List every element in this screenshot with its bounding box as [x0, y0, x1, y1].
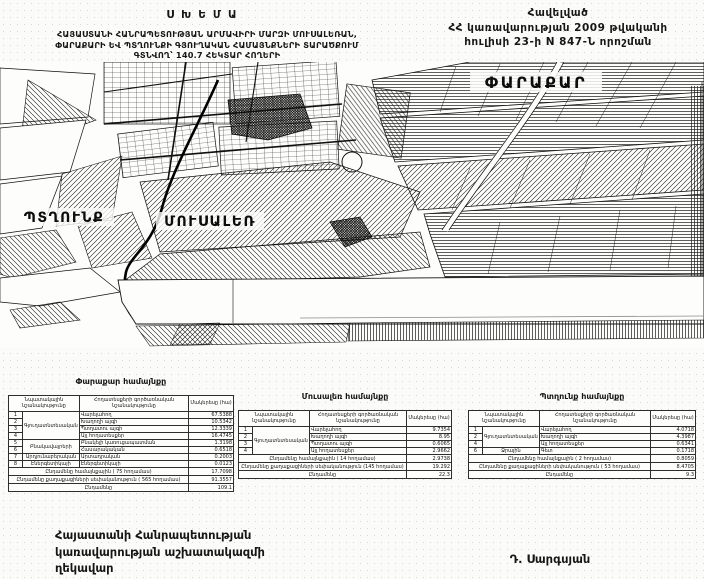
text-line: ՀԱՅԱՍՏԱՆԻ ՀԱՆՐԱՊԵՏՈՒԹՅԱՆ ԱՐՄԱՎԻՐԻ ՄԱՐԶԻ ՄՈՒՍԱԼԵՌԱՆ,: [56, 29, 358, 39]
table-cell: Պտղատու այգի: [309, 441, 406, 448]
table-cell: 0.0123: [189, 461, 234, 468]
table-cell: Ընդամենը քաղաքացիների սեփականություն (145 հողամաս): [239, 463, 407, 471]
table-cell: 4: [239, 448, 253, 455]
map-label-parakar: ՓԱՐԱՔԱՐ: [484, 73, 588, 92]
table-cell: 1.3198: [189, 440, 234, 447]
cadastral-map: [0, 62, 704, 348]
table-cell: 0.6341: [651, 441, 696, 448]
parakar-table: [8, 395, 234, 492]
table-cell: Ընդամենը համայնքային ( 2 հողամաս): [469, 455, 651, 463]
table-row: [9, 412, 234, 419]
parakar-table-block: [8, 377, 234, 492]
table-cell: 0.2003: [189, 454, 234, 461]
page-title: ՍԽԵՄԱ: [166, 9, 244, 21]
table-cell: Նպատակային նշանակությունը: [9, 396, 80, 412]
page-subtitle: [18, 29, 396, 61]
table-cell: Ընդամենը քաղաքացիների սեփականություն ( 565 հողամաս): [9, 476, 189, 484]
parakar-table-title: Փարաքար համայնքը: [75, 377, 167, 386]
table-cell: 17.7098: [189, 468, 234, 476]
table-cell: 1: [9, 412, 23, 419]
table-cell: 10.5342: [189, 419, 234, 426]
table-cell: Գյուղատնտեսական: [23, 412, 80, 440]
summary-row: [469, 471, 696, 479]
text-line: կառավարության աշխատակազմի: [55, 544, 265, 559]
table-cell: Էներգետիկայի: [79, 461, 188, 468]
table-cell: 2: [239, 434, 253, 441]
text-line: ղեկավար: [55, 561, 114, 575]
table-cell: Ընդամենը համայնքային ( 14 հողամաս): [239, 455, 407, 463]
table-cell: Ընդամենը: [469, 471, 651, 479]
table-cell: Խաղողի այգի: [309, 434, 406, 441]
summary-row: [469, 463, 696, 471]
table-row: [9, 461, 234, 468]
table-cell: 5: [9, 440, 23, 447]
table-cell: 6: [9, 447, 23, 454]
musaler-table-block: [238, 392, 452, 479]
table-cell: Վարելահող: [309, 427, 406, 434]
community-table: [468, 410, 696, 479]
table-cell: 4: [469, 441, 483, 448]
table-cell: 22.3: [407, 471, 452, 479]
table-cell: Հողատեսքերի գործառնական նշանակությունը: [79, 396, 188, 412]
summary-row: [9, 468, 234, 476]
map-label-musaler: ՄՈՒՍԱԼԵՌ: [164, 214, 256, 230]
table-cell: 91.3557: [189, 476, 234, 484]
table-cell: 2: [9, 419, 23, 426]
summary-row: [239, 463, 452, 471]
table-row: [469, 448, 696, 455]
table-cell: Ջրային: [483, 448, 540, 455]
table-cell: 9.3: [651, 471, 696, 479]
table-cell: 4.0718: [651, 427, 696, 434]
table-cell: 9.7354: [407, 427, 452, 434]
table-cell: 67.5388: [189, 412, 234, 419]
table-cell: 3: [9, 426, 23, 433]
table-row: [9, 454, 234, 461]
table-cell: Բնակելի կառուցապատման: [79, 440, 188, 447]
table-cell: 0.8059: [651, 455, 696, 463]
summary-row: [239, 471, 452, 479]
summary-row: [469, 455, 696, 463]
table-cell: Վարելահող: [539, 427, 650, 434]
table-cell: 8.95: [407, 434, 452, 441]
table-cell: Ընդամենը: [239, 471, 407, 479]
musaler-table-title: Մուսալեռ համայնքը: [301, 392, 389, 401]
table-cell: 7: [9, 454, 23, 461]
table-cell: 4: [9, 433, 23, 440]
table-cell: 8.4705: [651, 463, 696, 471]
table-cell: 1: [469, 427, 483, 434]
table-cell: 109.1: [189, 484, 234, 492]
table-cell: Էներգետիկայի: [23, 461, 80, 468]
signatory-name: Դ. Սարգսյան: [509, 552, 591, 566]
table-cell: 2.9738: [407, 455, 452, 463]
table-cell: Հողատեսքերի գործառնական նշանակությունը: [309, 411, 406, 427]
table-cell: Ընդամենը համայնքային ( 75 հողամաս): [9, 468, 189, 476]
table-cell: Հողատեսքերի գործառնական նշանակությունը: [539, 411, 650, 427]
table-row: [9, 440, 234, 447]
musaler-table: [238, 410, 452, 479]
header-row: [239, 411, 452, 427]
text-line: Հայաստանի Հանրապետության: [55, 528, 252, 542]
table-cell: Գյուղատնտեսական: [483, 427, 540, 448]
table-cell: Նպատակային նշանակությունը: [239, 411, 310, 427]
table-cell: 12.3339: [189, 426, 234, 433]
table-cell: 2: [469, 434, 483, 441]
table-cell: Մակերեսը (հա): [651, 411, 696, 427]
cadastral-map-svg: [0, 62, 704, 348]
map-label-ptghunk: ՊՏՂՈՒՆՔ: [23, 210, 105, 226]
table-cell: 2.9662: [407, 448, 452, 455]
ptghunk-table: [468, 410, 696, 479]
community-table: [238, 410, 452, 479]
table-cell: Այլ հողատեսքեր: [539, 441, 650, 448]
table-cell: 1: [239, 427, 253, 434]
text-line: ՀՀ կառավարության 2009 թվականի: [448, 21, 668, 34]
header-row: [469, 411, 696, 427]
table-cell: 4.3987: [651, 434, 696, 441]
table-cell: Վարելահող: [79, 412, 188, 419]
table-cell: Գետ: [539, 448, 650, 455]
table-cell: Հասարակական: [79, 447, 188, 454]
text-line: հուլիսի 23-ի N 847-Ն որոշման: [464, 36, 652, 48]
table-cell: Ընդամենը: [9, 484, 189, 492]
table-cell: Արդյունաբերական: [23, 454, 80, 461]
table-cell: Այլ հողատեսքեր: [79, 433, 188, 440]
text-line: ԳՏՆՎՈՂ՝ 140.7 ՀԵԿՏԱՐ ՀՈՂԵՐԻ: [133, 50, 281, 60]
summary-row: [239, 455, 452, 463]
table-cell: 3: [239, 441, 253, 448]
table-cell: Արտադրական: [79, 454, 188, 461]
table-cell: Մակերեսը (հա): [189, 396, 234, 412]
table-cell: Նպատակային նշանակությունը: [469, 411, 540, 427]
table-cell: 16.4745: [189, 433, 234, 440]
table-cell: Մակերեսը (հա): [407, 411, 452, 427]
ptghunk-table-block: [468, 392, 696, 479]
header-row: [9, 396, 234, 412]
table-row: [469, 427, 696, 434]
ptghunk-table-title: Պտղունք համայնքը: [539, 392, 625, 401]
table-cell: Ընդամենը քաղաքացիների սեփականություն ( 53 հողամաս): [469, 463, 651, 471]
table-cell: 0.1718: [651, 448, 696, 455]
table-cell: 8: [9, 461, 23, 468]
summary-row: [9, 484, 234, 492]
table-cell: Խաղողի այգի: [79, 419, 188, 426]
table-row: [239, 427, 452, 434]
table-cell: 0.6518: [189, 447, 234, 454]
text-line: Հավելված: [527, 7, 589, 19]
table-cell: Պտղատու այգի: [79, 426, 188, 433]
table-cell: 6: [469, 448, 483, 455]
summary-row: [9, 476, 234, 484]
community-table: [8, 395, 234, 492]
table-cell: Բնակավայրերի: [23, 440, 80, 454]
annex-reference: [408, 6, 704, 50]
signatory-office: [55, 527, 265, 577]
table-cell: Այլ հողատեսքեր: [309, 448, 406, 455]
table-cell: Գյուղատնտեսական: [253, 427, 310, 455]
table-cell: Խաղողի այգի: [539, 434, 650, 441]
table-cell: 19.292: [407, 463, 452, 471]
text-line: ՓԱՐԱՔԱՐԻ ԵՎ ՊՏՂՈՒՆՔԻ ԳՅՈՒՂԱԿԱՆ ՀԱՄԱՅՆՔՆԵՐԻ ՏԱՐԱԾՔՈՒՄ: [55, 39, 359, 50]
table-cell: 0.6065: [407, 441, 452, 448]
